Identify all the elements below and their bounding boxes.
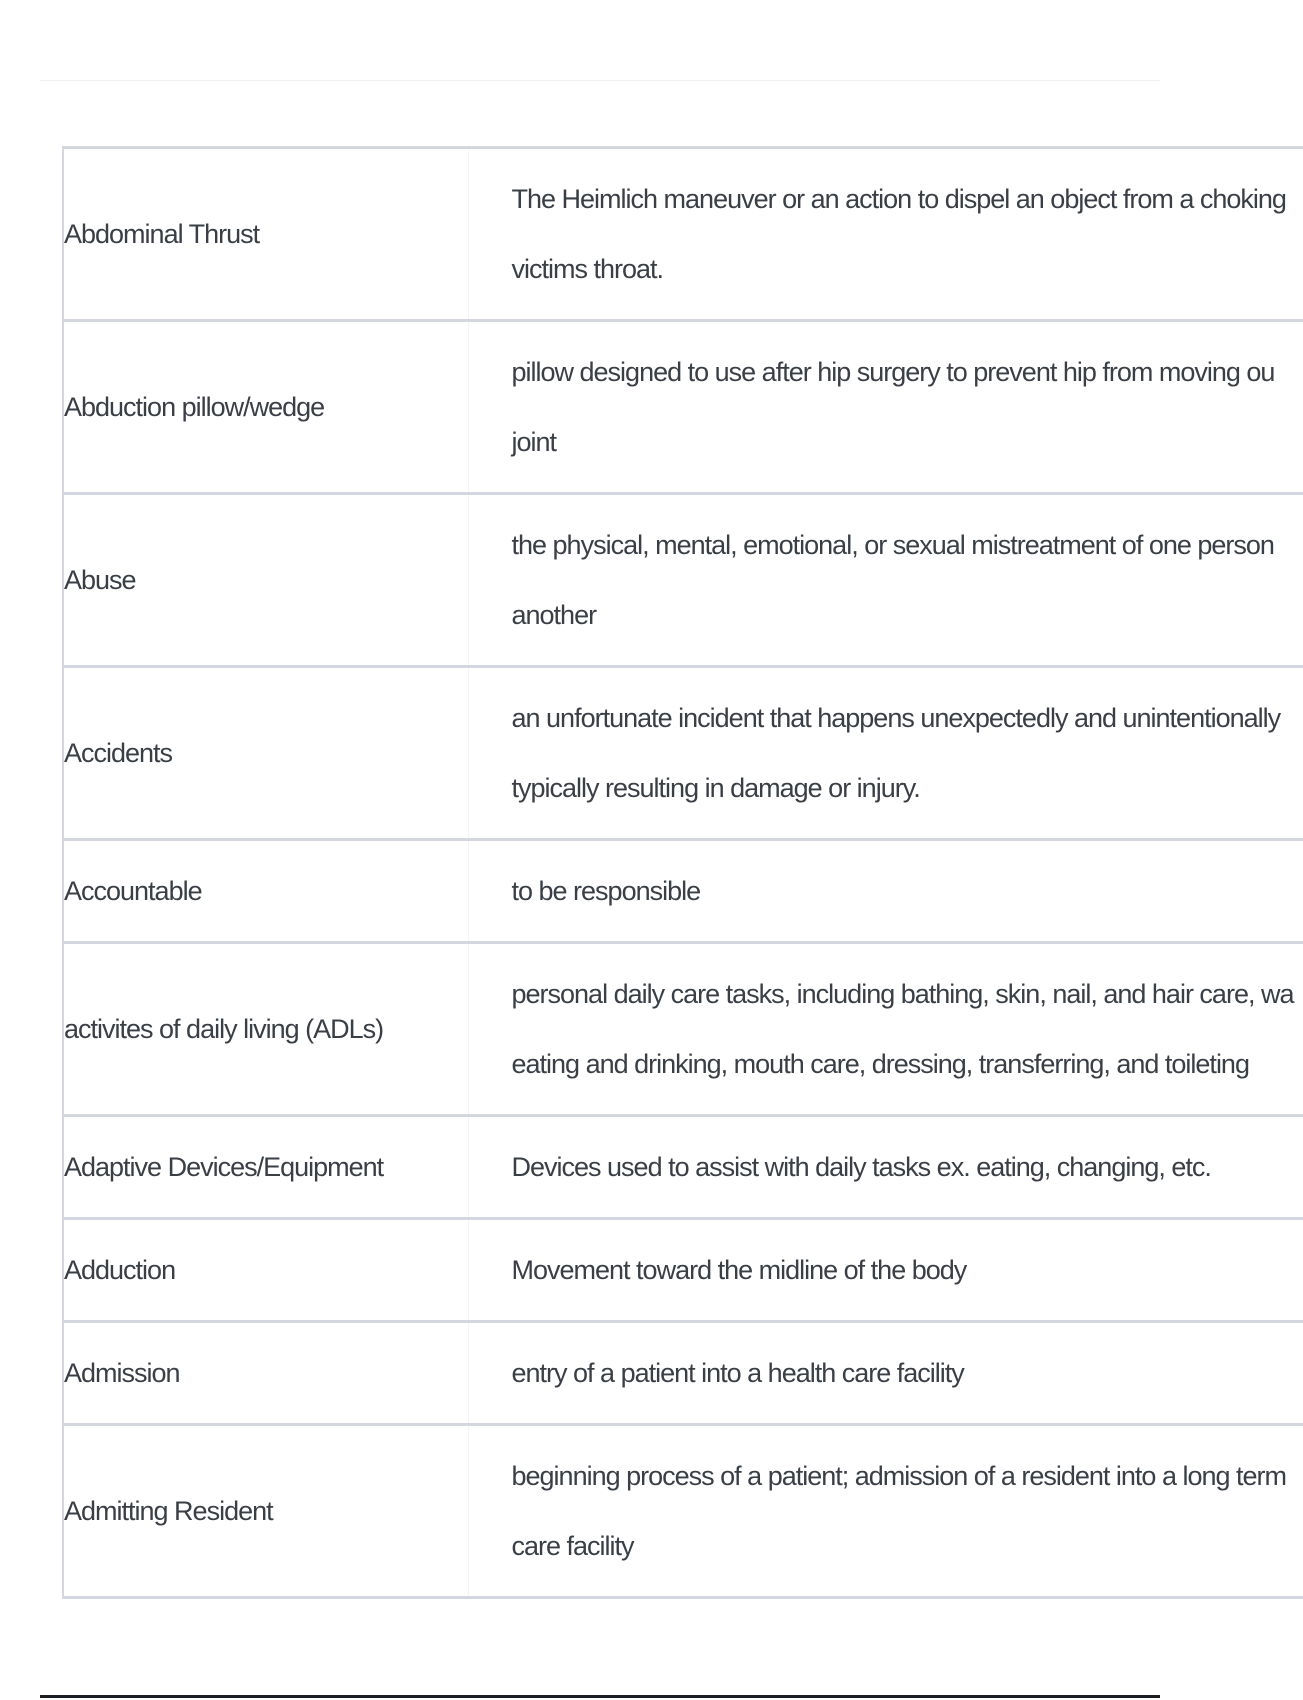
table-row bbox=[63, 667, 1303, 840]
definition-cell bbox=[468, 1425, 1303, 1598]
definition-cell bbox=[468, 943, 1303, 1116]
term-cell: Accidents bbox=[63, 667, 468, 840]
bottom-divider bbox=[40, 1695, 1160, 1698]
term-cell: Abdominal Thrust bbox=[63, 148, 468, 321]
definition-line: eating and drinking, mouth care, dressing, transferring, and toileting bbox=[511, 1049, 1249, 1079]
definition-line: the physical, mental, emotional, or sexual mistreatment of one person bbox=[511, 530, 1274, 560]
definition-line: Devices used to assist with daily tasks ex. eating, changing, etc. bbox=[511, 1152, 1211, 1182]
top-divider bbox=[40, 80, 1160, 81]
term-cell: Abuse bbox=[63, 494, 468, 667]
definition-line: victims throat. bbox=[511, 254, 664, 284]
definition-line: typically resulting in damage or injury. bbox=[511, 773, 920, 803]
term-cell: Adduction bbox=[63, 1219, 468, 1322]
definition-cell bbox=[468, 148, 1303, 321]
definition-line: another bbox=[511, 600, 597, 630]
table-row bbox=[63, 148, 1303, 321]
table-row bbox=[63, 840, 1303, 943]
definition-cell bbox=[468, 494, 1303, 667]
definition-cell bbox=[468, 1116, 1303, 1219]
table-row bbox=[63, 1116, 1303, 1219]
table-row bbox=[63, 321, 1303, 494]
definition-cell bbox=[468, 1322, 1303, 1425]
table-row bbox=[63, 1425, 1303, 1598]
definition-line: an unfortunate incident that happens unexpectedly and unintentionally bbox=[511, 703, 1281, 733]
definition-line: to be responsible bbox=[511, 876, 701, 906]
definition-cell bbox=[468, 321, 1303, 494]
definition-line: The Heimlich maneuver or an action to dispel an object from a choking bbox=[511, 184, 1286, 214]
definition-line: personal daily care tasks, including bathing, skin, nail, and hair care, wa bbox=[511, 979, 1294, 1009]
term-cell: Admitting Resident bbox=[63, 1425, 468, 1598]
definition-cell bbox=[468, 840, 1303, 943]
definition-line: pillow designed to use after hip surgery to prevent hip from moving ou bbox=[511, 357, 1275, 387]
term-cell: Accountable bbox=[63, 840, 468, 943]
definition-line: entry of a patient into a health care facility bbox=[511, 1358, 964, 1388]
definition-cell bbox=[468, 1219, 1303, 1322]
table-row bbox=[63, 1219, 1303, 1322]
definition-line: Movement toward the midline of the body bbox=[511, 1255, 967, 1285]
definition-cell bbox=[468, 667, 1303, 840]
table-row bbox=[63, 494, 1303, 667]
term-cell: Admission bbox=[63, 1322, 468, 1425]
definition-line: joint bbox=[511, 427, 557, 457]
definition-line: care facility bbox=[511, 1531, 634, 1561]
term-cell: Abduction pillow/wedge bbox=[63, 321, 468, 494]
term-cell: activites of daily living (ADLs) bbox=[63, 943, 468, 1116]
glossary-table-container bbox=[62, 146, 1294, 1602]
table-row bbox=[63, 1322, 1303, 1425]
glossary-table bbox=[62, 146, 1303, 1599]
table-row bbox=[63, 943, 1303, 1116]
definition-line: beginning process of a patient; admission of a resident into a long term bbox=[511, 1461, 1287, 1491]
term-cell: Adaptive Devices/Equipment bbox=[63, 1116, 468, 1219]
